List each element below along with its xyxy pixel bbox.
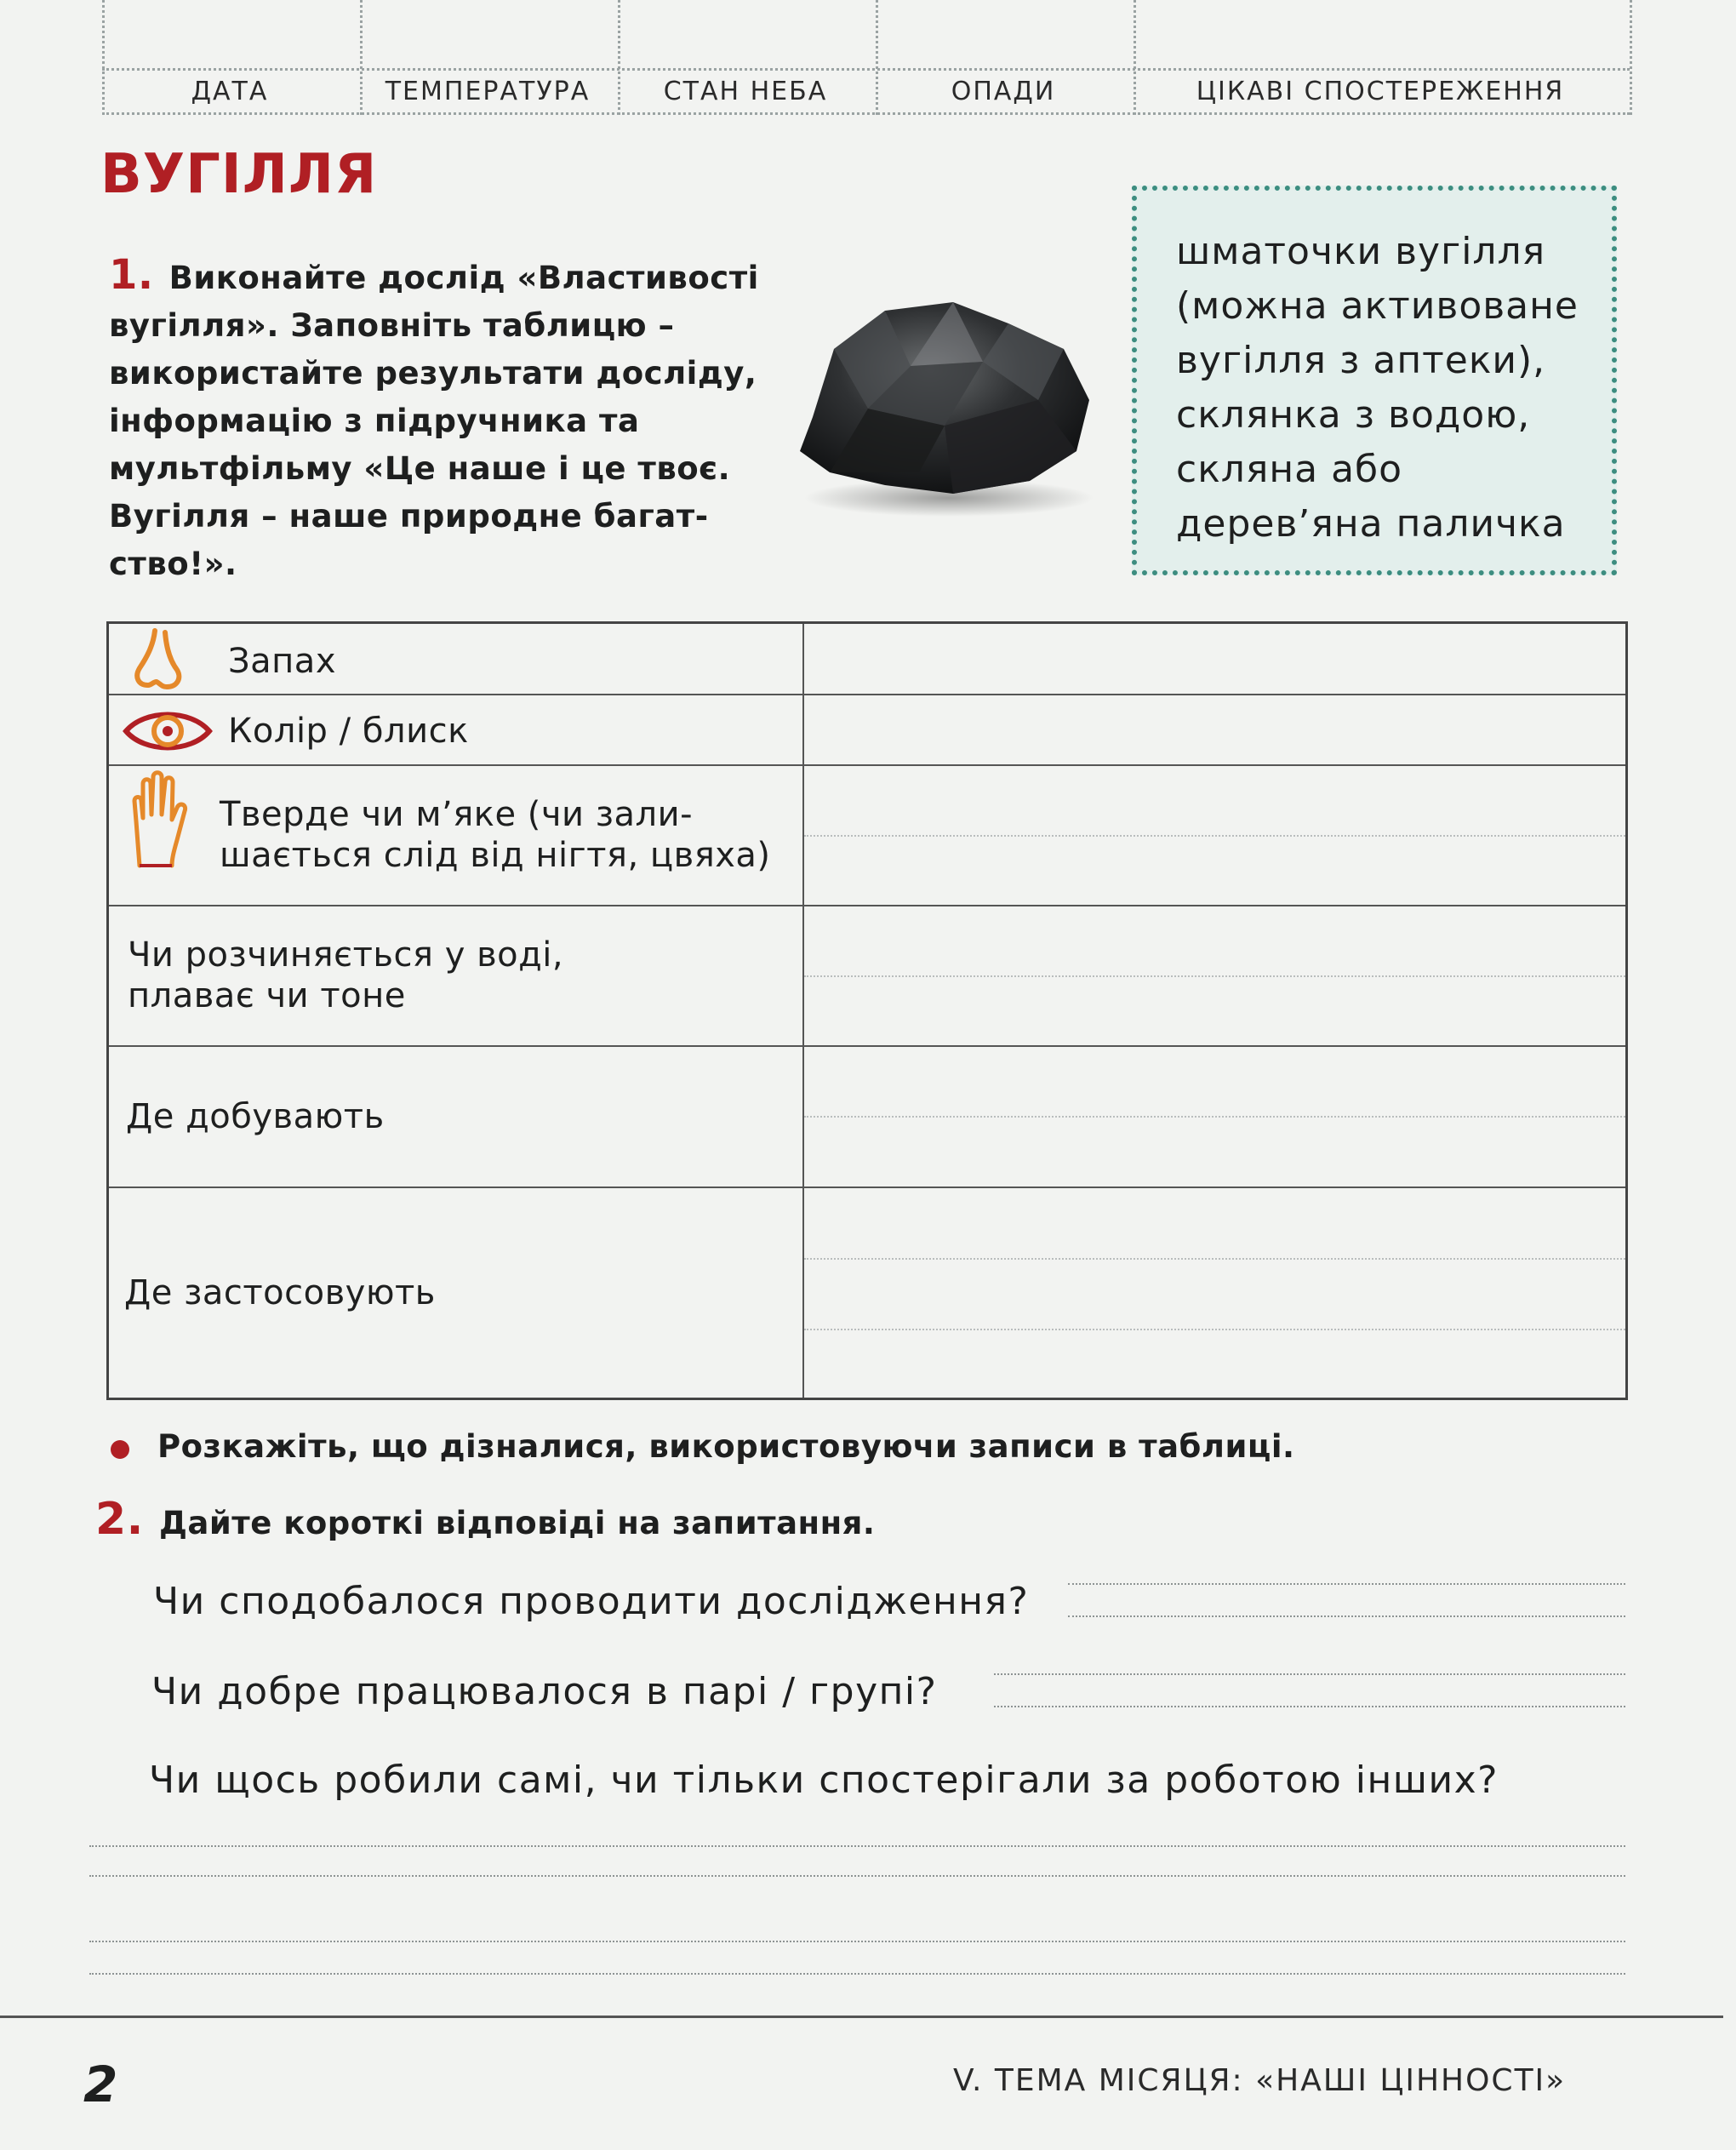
tell-instruction: Розкажіть, що дізналися, використовуючи записи в таблиці. bbox=[157, 1428, 1295, 1465]
row-label-hardness-line1: Тверде чи м’яке (чи зали- bbox=[220, 795, 693, 834]
answer-line-q2[interactable] bbox=[994, 1706, 1625, 1707]
question-2: Чи добре працювалося в парі / групі? bbox=[151, 1670, 938, 1713]
row-label-mining: Де добувають bbox=[126, 1097, 385, 1136]
task-2-text: Дайте короткі відповіді на запитання. bbox=[158, 1505, 876, 1541]
hand-icon bbox=[126, 770, 194, 871]
answer-cell-mining[interactable] bbox=[804, 1047, 1625, 1187]
answer-cell-color[interactable] bbox=[804, 695, 1625, 764]
eye-icon bbox=[121, 702, 214, 758]
materials-line: дерев’яна паличка bbox=[1176, 502, 1566, 546]
obs-bottom-border bbox=[102, 112, 1630, 115]
answer-cell-solubility[interactable] bbox=[804, 906, 1625, 1045]
answer-line-q3[interactable] bbox=[89, 1875, 1625, 1877]
answer-line-q1[interactable] bbox=[1068, 1615, 1625, 1617]
answer-line-q2[interactable] bbox=[994, 1673, 1625, 1675]
obs-label-precipitation: ОПАДИ bbox=[951, 77, 1056, 106]
footer-divider bbox=[0, 2016, 1723, 2018]
row-label-hardness-line2: шається слід від нігтя, цвяха) bbox=[220, 836, 771, 875]
task-2-number: 2. bbox=[95, 1494, 144, 1545]
coal-lump-image bbox=[783, 289, 1106, 528]
materials-box bbox=[1132, 186, 1617, 575]
materials-line: (можна активоване bbox=[1176, 284, 1579, 328]
answer-cell-usage[interactable] bbox=[804, 1188, 1625, 1398]
answer-line-q3[interactable] bbox=[89, 1973, 1625, 1975]
obs-label-notes: ЦІКАВІ СПОСТЕРЕЖЕННЯ bbox=[1196, 77, 1565, 106]
row-label-smell: Запах bbox=[228, 642, 336, 681]
task-1-number: 1. bbox=[109, 251, 154, 299]
obs-label-temperature: ТЕМПЕРАТУРА bbox=[385, 77, 591, 106]
materials-line: шматочки вугілля bbox=[1176, 230, 1546, 273]
row-label-usage: Де застосовують bbox=[124, 1273, 436, 1312]
materials-line: скляна або bbox=[1176, 448, 1403, 491]
page-number: 2 bbox=[83, 2056, 118, 2113]
answer-line-q3[interactable] bbox=[89, 1845, 1625, 1847]
task-2-instructions bbox=[95, 1494, 876, 1545]
observation-header-table bbox=[102, 0, 1630, 115]
properties-table bbox=[106, 621, 1628, 1400]
materials-line: вугілля з аптеки), bbox=[1176, 339, 1546, 382]
bullet-dot bbox=[111, 1440, 129, 1459]
task-1-text: Виконайте дослід «Властивості вугілля». Заповніть таблицю – використайте результати досліду, інформацію з підручника та мультфільму «Це наше і це твоє. Вугілля – наше природне багатство!». bbox=[109, 260, 759, 582]
footer-section-title: V. ТЕМА МІСЯЦЯ: «НАШІ ЦІННОСТІ» bbox=[953, 2063, 1567, 2098]
materials-line: склянка з водою, bbox=[1176, 393, 1531, 437]
task-1-instructions bbox=[109, 251, 764, 588]
answer-cell-hardness[interactable] bbox=[804, 766, 1625, 905]
row-label-solubility-line2: плаває чи тоне bbox=[128, 976, 406, 1015]
row-label-color: Колір / блиск bbox=[228, 712, 469, 751]
question-3: Чи щось робили самі, чи тільки спостерігали за роботою інших? bbox=[149, 1758, 1499, 1802]
answer-line-q1[interactable] bbox=[1068, 1583, 1625, 1585]
answer-line-q3[interactable] bbox=[89, 1941, 1625, 1942]
question-1: Чи сподобалося проводити дослідження? bbox=[153, 1580, 1030, 1623]
obs-label-date: ДАТА bbox=[191, 77, 269, 106]
answer-cell-smell[interactable] bbox=[804, 624, 1625, 694]
nose-icon bbox=[128, 627, 196, 692]
row-label-solubility-line1: Чи розчиняється у воді, bbox=[128, 935, 564, 975]
page-title: ВУГІЛЛЯ bbox=[100, 143, 378, 206]
obs-label-sky: СТАН НЕБА bbox=[663, 77, 828, 106]
